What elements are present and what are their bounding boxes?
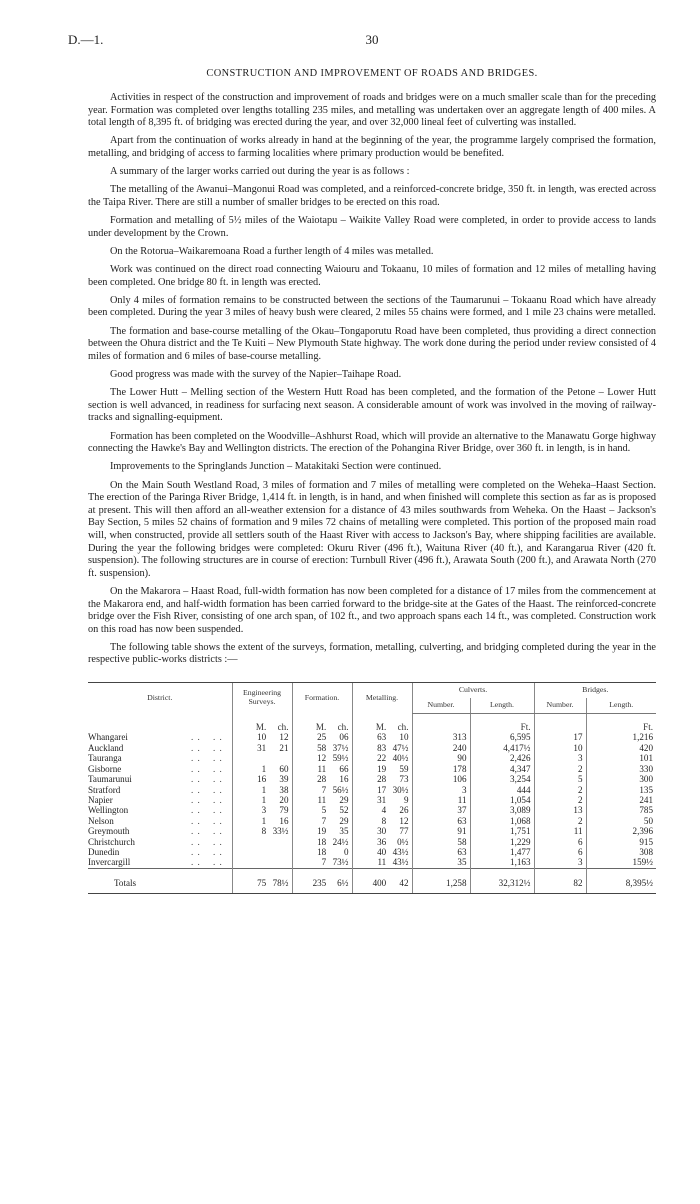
surveys-total [232,868,292,893]
district-name: Auckland [88,742,124,753]
header-formation: Formation. [292,683,352,714]
surveys-chains: 79 [279,805,289,816]
formation-miles: 7 [321,784,327,795]
surveys-miles: 10 [257,732,267,743]
metalling-chains: 73 [399,774,409,785]
culverts-length-total: 32,312½ [470,868,534,893]
formation-cell [292,732,352,742]
totals-row [88,868,656,893]
metalling-chains: 43½ [392,857,409,868]
formation-chains: 35 [339,826,349,837]
bridges-length: 1,216 [586,732,656,742]
culverts-number: 11 [412,795,470,805]
table-row [88,826,656,836]
metalling-miles: 4 [381,805,387,816]
table-row [88,785,656,795]
paragraph: A summary of the larger works carried out during the year is as follows : [110,166,410,178]
paragraph: Activities in respect of the construction and improvement of roads and bridges were on a much smaller scale than for the preceding year. Formation was completed over lengths totalling 235 miles, and metalling was undertaken over an aggregate length of 400 miles. A total length of 8,395 ft. of bridging was erected during the year, and over 32,000 lineal feet of culverting was installed. [88,92,656,129]
surveys-cell [232,837,292,847]
surveys-cell [232,753,292,763]
leader-dots: . . [213,742,223,753]
bridges-number: 3 [534,857,586,868]
formation-chains: 29 [339,815,349,826]
culverts-length: 1,068 [470,816,534,826]
table-row [88,732,656,742]
table-row [88,753,656,763]
bridges-length: 135 [586,785,656,795]
culverts-length: 6,595 [470,732,534,742]
units-row [88,714,656,733]
header-district: District. [88,683,232,714]
culverts-length: 3,254 [470,774,534,784]
surveys-cell [232,743,292,753]
surveys-cell [232,816,292,826]
culverts-number: 90 [412,753,470,763]
formation-units [292,714,352,733]
leader-dots: . . [191,826,201,837]
culverts-number: 313 [412,732,470,742]
paragraph: The formation and base-course metalling of the Okau–Tongaporutu Road have been completed, thus providing a direct connection between the Ohura district and the Te Kuiti – New Plymouth State highway. The work done during the period under review consisted of 4 miles of formation and 6 miles of base-course metalling. [88,325,656,362]
formation-miles: 12 [317,753,327,764]
metalling-chains: 77 [399,826,409,837]
bridges-number: 6 [534,837,586,847]
bridges-number-total: 82 [534,868,586,893]
paragraph: Formation and metalling of 5½ miles of the Waiotapu – Waikite Valley Road were completed, in order to provide access to lands under development by the Crown. [88,215,656,239]
bridges-number: 2 [534,764,586,774]
leader-dots: . . [191,742,201,753]
formation-miles: 7 [321,857,327,868]
surveys-cell [232,732,292,742]
unit-surveys-miles: M. [255,721,267,732]
leader-dots: . . [213,826,223,837]
bridges-number: 11 [534,826,586,836]
surveys-miles: 16 [257,774,267,785]
surveys-units [232,714,292,733]
metalling-total-chains: 42 [399,877,409,888]
culverts-number: 106 [412,774,470,784]
formation-miles: 11 [317,794,327,805]
surveys-cell [232,774,292,784]
culverts-length: 4,417½ [470,743,534,753]
formation-miles: 5 [321,805,327,816]
leader-dots: . . [213,753,223,764]
district-name: Taumarunui [88,774,132,785]
metalling-cell [352,743,412,753]
header-culverts-length: Length. [470,698,534,714]
surveys-total-chains: 78½ [272,877,289,888]
unit-metalling-miles: M. [375,721,387,732]
leader-dots: . . [213,805,223,816]
leader-dots: . . [213,774,223,785]
metalling-chains: 40½ [392,753,409,764]
paragraph: Apart from the continuation of works already in hand at the beginning of the year, the programme largely comprised the formation, metalling, and bridging of access to farming localities where primary production would be benefited. [88,135,656,159]
surveys-miles: 1 [261,794,267,805]
leader-dots: . . [213,857,223,868]
district-name: Gisborne [88,763,122,774]
header-metalling: Metalling. [352,683,412,714]
formation-chains: 0 [343,846,349,857]
leader-dots: . . [213,763,223,774]
district-name: Whangarei [88,732,128,743]
paragraph: On the Main South Westland Road, 3 miles of formation and 7 miles of metalling were completed on the Weheka–Haast Section. The erection of the Paringa River Bridge, 1,414 ft. in length, is in hand, and when finished will complete this section as far as is proposed at present. This will then afford an all-weather extension for a distance of 43 miles southwards from Weheka. On the Haast – Jackson's Bay Section, 5 miles 52 chains of formation and 9 miles 72 chains of metalling were completed. This portion of the proposed main road will, when constructed, provide all settlers south of the Haast River with access to Jackson's Bay, where shipping facilities are available. During the year the following bridges were completed: Okuru River (496 ft.), Waituna River (40 ft.), and Karangarua River (420 ft. suspension). The following structures are in course of erection: Turnbull River (496 ft.), Arawata South (200 ft.), and Arawata North (270 ft. suspension). [88,479,656,579]
metalling-cell [352,837,412,847]
unit-formation-chains: ch. [337,721,349,732]
culverts-length: 1,229 [470,837,534,847]
metalling-chains: 10 [399,732,409,743]
bridges-length-total: 8,395½ [586,868,656,893]
metalling-cell [352,764,412,774]
table-row [88,847,656,857]
bridges-length: 785 [586,805,656,815]
leader-dots: . . [191,846,201,857]
metalling-cell [352,826,412,836]
paragraph: Only 4 miles of formation remains to be constructed between the sections of the Taumarunui – Tokaanu Road which have already been completed. During the year 3 miles of heavy bush were cleared, 2 miles 55 chains were formed, and 1 mile 23 chains were metalled. [88,294,656,319]
bridges-length: 915 [586,837,656,847]
formation-chains: 52 [339,805,349,816]
culverts-number: 37 [412,805,470,815]
paragraph: The metalling of the Awanui–Mangonui Road was completed, and a reinforced-concrete bridge, 350 ft. in length, was erected across the Taipa River. There are still a number of smaller bridges to be erected on this road. [88,184,656,208]
culverts-length: 1,751 [470,826,534,836]
district-name: Wellington [88,805,129,816]
culverts-number: 58 [412,837,470,847]
bridges-number: 3 [534,753,586,763]
paragraph: On the Rotorua–Waikaremoana Road a further length of 4 miles was metalled. [110,245,434,257]
formation-miles: 18 [317,836,327,847]
table-row [88,857,656,868]
bridges-number: 5 [534,774,586,784]
formation-total-miles: 235 [312,877,327,888]
formation-miles: 7 [321,815,327,826]
culverts-length-unit: Ft. [470,714,534,733]
metalling-chains: 30½ [392,784,409,795]
metalling-miles: 40 [377,846,387,857]
surveys-miles: 1 [261,815,267,826]
header-bridges-length: Length. [586,698,656,714]
surveys-cell [232,764,292,774]
culverts-number: 63 [412,816,470,826]
leader-dots: . . [191,836,201,847]
surveys-chains: 33½ [272,826,289,837]
leader-dots: . . [191,805,201,816]
header-culverts: Culverts. [412,683,534,699]
leader-dots: . . [191,794,201,805]
culverts-length: 2,426 [470,753,534,763]
metalling-total [352,868,412,893]
surveys-cell [232,785,292,795]
formation-cell [292,847,352,857]
metalling-cell [352,857,412,868]
formation-cell [292,805,352,815]
bridges-length: 300 [586,774,656,784]
metalling-miles: 30 [377,826,387,837]
page-header [68,32,656,50]
formation-chains: 29 [339,794,349,805]
surveys-miles: 31 [257,742,267,753]
culverts-length: 1,477 [470,847,534,857]
leader-dots: . . [191,784,201,795]
paragraph: Work was continued on the direct road connecting Waiouru and Tokaanu, 10 miles of formation and 12 miles of metalling having been completed. One bridge 80 ft. in length was erected. [88,264,656,288]
formation-chains: 56½ [332,784,349,795]
formation-miles: 19 [317,826,327,837]
culverts-length: 4,347 [470,764,534,774]
metalling-miles: 19 [377,763,387,774]
header-bridges: Bridges. [534,683,656,699]
surveys-chains: 16 [279,815,289,826]
metalling-chains: 12 [399,815,409,826]
leader-dots: . . [191,774,201,785]
metalling-cell [352,805,412,815]
paragraph: Good progress was made with the survey of the Napier–Taihape Road. [110,369,402,381]
surveys-cell [232,805,292,815]
leader-dots: . . [213,794,223,805]
bridges-length: 50 [586,816,656,826]
formation-chains: 16 [339,774,349,785]
formation-cell [292,837,352,847]
formation-miles: 58 [317,742,327,753]
metalling-chains: 43½ [392,846,409,857]
unit-formation-miles: M. [315,721,327,732]
metalling-cell [352,816,412,826]
surveys-chains: 38 [279,784,289,795]
section-title: CONSTRUCTION AND IMPROVEMENT OF ROADS AND BRIDGES. [206,68,538,79]
culverts-length: 444 [470,785,534,795]
culverts-number: 35 [412,857,470,868]
surveys-chains: 39 [279,774,289,785]
formation-cell [292,857,352,868]
culverts-length: 3,089 [470,805,534,815]
bridges-length: 159½ [586,857,656,868]
formation-cell [292,785,352,795]
metalling-miles: 11 [377,857,387,868]
metalling-cell [352,753,412,763]
leader-dots: . . [213,836,223,847]
culverts-length: 1,054 [470,795,534,805]
body-text [88,92,656,667]
bridges-number: 6 [534,847,586,857]
metalling-cell [352,847,412,857]
metalling-miles: 17 [377,784,387,795]
bridges-length: 241 [586,795,656,805]
paragraph: On the Makarora – Haast Road, full-width formation has now been completed for a distance of 17 miles from the commencement at the Makarora end, and half-width formation has been carried forward to the bridge-site at the Gates of the Haast. The reinforced-concrete bridge over the Fish River, consisting of one arch span, of 102 ft., and two approach spans each 14 ft., was completed. Construction work on this road has now been suspended. [88,585,656,635]
culverts-length: 1,163 [470,857,534,868]
metalling-miles: 28 [377,774,387,785]
metalling-cell [352,795,412,805]
metalling-units [352,714,412,733]
formation-cell [292,774,352,784]
leader-dots: . . [191,753,201,764]
unit-metalling-chains: ch. [397,721,409,732]
formation-cell [292,753,352,763]
formation-cell [292,743,352,753]
bridges-number: 2 [534,785,586,795]
bridges-number: 10 [534,743,586,753]
table-row [88,837,656,847]
metalling-miles: 31 [377,794,387,805]
formation-chains: 73½ [332,857,349,868]
leader-dots: . . [213,784,223,795]
paragraph: The Lower Hutt – Melling section of the Western Hutt Road has been completed, and the formation of the Petone – Lower Hutt section is well advanced, in readiness for surfacing next season. A considerable amount of work was involved in the moving of railway-tracks and signalling-equipment. [88,387,656,424]
surveys-miles: 3 [261,805,267,816]
district-name: Stratford [88,784,121,795]
bridges-length: 2,396 [586,826,656,836]
paragraph: Formation has been completed on the Woodville–Ashhurst Road, which will provide an alternative to the Manawatu Gorge highway connecting the Hawke's Bay and Wellington districts. The erection of the Pohangina River Bridge, over 360 ft. in length, is in hand. [88,430,656,455]
district-name: Tauranga [88,753,122,764]
surveys-chains: 21 [279,742,289,753]
formation-chains: 59½ [332,753,349,764]
metalling-miles: 8 [381,815,387,826]
metalling-chains: 59 [399,763,409,774]
culverts-number: 91 [412,826,470,836]
surveys-miles: 1 [261,784,267,795]
formation-chains: 24½ [332,836,349,847]
metalling-chains: 26 [399,805,409,816]
leader-dots: . . [191,857,201,868]
paragraph: Improvements to the Springlands Junction – Matakitaki Section were continued. [110,461,442,473]
table-row [88,805,656,815]
formation-miles: 25 [317,732,327,743]
bridges-number: 2 [534,816,586,826]
metalling-chains: 0½ [397,836,409,847]
formation-chains: 66 [339,763,349,774]
metalling-miles: 36 [377,836,387,847]
culverts-number-total: 1,258 [412,868,470,893]
surveys-chains: 20 [279,794,289,805]
metalling-total-miles: 400 [372,877,387,888]
culverts-number: 240 [412,743,470,753]
district-name: Christchurch [88,836,135,847]
metalling-cell [352,774,412,784]
formation-miles: 11 [317,763,327,774]
formation-total [292,868,352,893]
surveys-cell [232,826,292,836]
formation-chains: 37½ [332,742,349,753]
formation-total-chains: 6½ [337,877,349,888]
paragraph: The following table shows the extent of the surveys, formation, metalling, culverting, and bridging completed during the year in the respective public-works districts :— [88,641,656,666]
surveys-cell [232,857,292,868]
bridges-number: 13 [534,805,586,815]
surveys-cell [232,847,292,857]
surveys-chains: 60 [279,763,289,774]
formation-miles: 18 [317,846,327,857]
bridges-length: 330 [586,764,656,774]
surveys-cell [232,795,292,805]
formation-cell [292,816,352,826]
culverts-number: 3 [412,785,470,795]
table-row [88,795,656,805]
culverts-number: 63 [412,847,470,857]
unit-surveys-chains: ch. [277,721,289,732]
metalling-miles: 63 [377,732,387,743]
document-reference: D.—1. [68,32,104,47]
header-bridges-number: Number. [534,698,586,714]
totals-label: Totals [88,868,232,893]
table-row [88,743,656,753]
bridges-number: 17 [534,732,586,742]
metalling-cell [352,732,412,742]
formation-cell [292,764,352,774]
leader-dots: . . [213,815,223,826]
culverts-number: 178 [412,764,470,774]
formation-cell [292,826,352,836]
leader-dots: . . [191,763,201,774]
header-surveys: Engineering Surveys. [232,683,292,714]
surveys-miles: 8 [261,826,267,837]
table-row [88,764,656,774]
metalling-chains: 47½ [392,742,409,753]
leader-dots: . . [213,732,223,743]
surveys-chains: 12 [279,732,289,743]
formation-miles: 28 [317,774,327,785]
header-culverts-number: Number. [412,698,470,714]
table-row [88,774,656,784]
district-name: Dunedin [88,846,120,857]
metalling-cell [352,785,412,795]
bridges-length: 308 [586,847,656,857]
metalling-miles: 83 [377,742,387,753]
bridges-length: 420 [586,743,656,753]
district-name: Napier [88,794,113,805]
table-row [88,816,656,826]
metalling-chains: 9 [403,794,409,805]
table-body [88,714,656,894]
leader-dots: . . [213,846,223,857]
leader-dots: . . [191,732,201,743]
bridges-length-unit: Ft. [586,714,656,733]
metalling-miles: 22 [377,753,387,764]
formation-cell [292,795,352,805]
surveys-total-miles: 75 [257,877,267,888]
formation-chains: 06 [339,732,349,743]
district-name: Invercargill [88,857,131,868]
page-number: 30 [365,32,379,47]
leader-dots: . . [191,815,201,826]
district-works-table [88,682,656,894]
surveys-miles: 1 [261,763,267,774]
district-name: Nelson [88,815,114,826]
district-name: Greymouth [88,826,130,837]
bridges-number: 2 [534,795,586,805]
bridges-length: 101 [586,753,656,763]
